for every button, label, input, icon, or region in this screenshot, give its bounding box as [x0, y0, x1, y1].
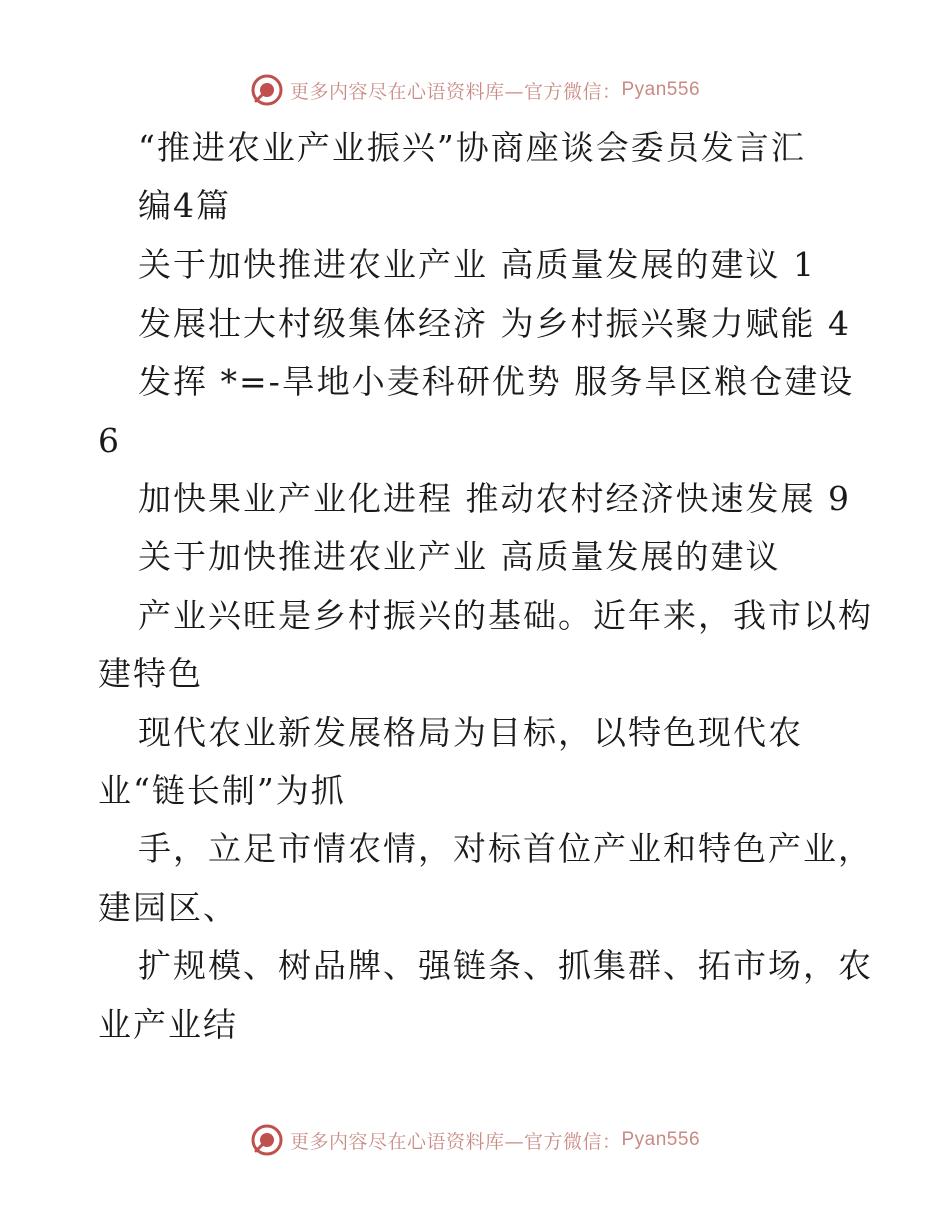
body-line: 产业兴旺是乡村振兴的基础。近年来，我市以构: [138, 596, 873, 635]
body-line: 手，立足市情农情，对标首位产业和特色产业，: [138, 829, 873, 868]
document-title-line-1: “推进农业产业振兴”协商座谈会委员发言汇: [138, 128, 806, 167]
body-line: 建园区、: [98, 888, 238, 927]
seal-logo-icon: [250, 1123, 284, 1157]
body-line: 业产业结: [98, 1005, 238, 1044]
toc-entry-page: 6: [98, 421, 121, 460]
seal-logo-icon: [250, 73, 284, 107]
toc-entry: 加快果业产业化进程 推动农村经济快速发展 9: [138, 479, 851, 518]
toc-entry: 发挥 *=-旱地小麦科研优势 服务旱区粮仓建设: [138, 362, 855, 401]
body-line: 建特色: [98, 654, 203, 693]
toc-entry: 关于加快推进农业产业 高质量发展的建议 1: [138, 245, 816, 284]
body-line: 扩规模、树品牌、强链条、抓集群、拓市场，农: [138, 946, 873, 985]
document-title-line-2: 编4篇: [138, 186, 231, 225]
body-line: 业“链长制”为抓: [98, 771, 346, 810]
banner-text: 更多内容尽在心语资料库—官方微信：: [289, 1130, 622, 1153]
section-heading: 关于加快推进农业产业 高质量发展的建议: [138, 537, 781, 576]
footer-banner: [0, 1120, 950, 1160]
toc-entry: 发展壮大村级集体经济 为乡村振兴聚力赋能 4: [138, 304, 851, 343]
banner-wechat-id: Pyan556: [621, 1129, 701, 1150]
header-banner: [0, 70, 950, 110]
body-line: 现代农业新发展格局为目标，以特色现代农: [138, 713, 803, 752]
banner-text: 更多内容尽在心语资料库—官方微信：: [289, 80, 622, 103]
banner-wechat-id: Pyan556: [621, 79, 701, 100]
